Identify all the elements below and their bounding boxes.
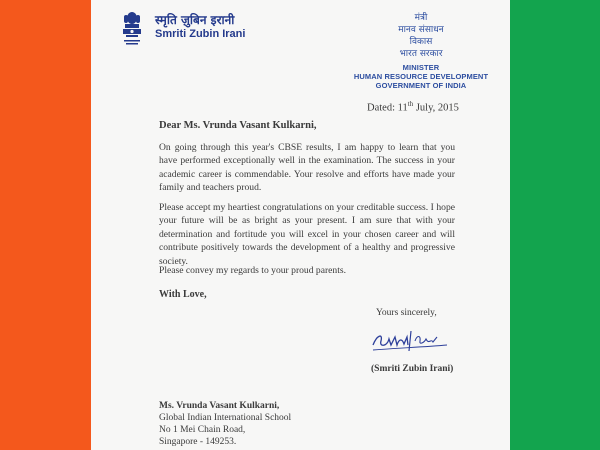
- yours-sincerely: Yours sincerely,: [376, 308, 437, 318]
- signatory-name: (Smriti Zubin Irani): [371, 364, 454, 374]
- handwritten-signature: [369, 325, 457, 355]
- letterhead-name-english: Smriti Zubin Irani: [155, 28, 246, 40]
- letter-page: [91, 0, 510, 450]
- salutation: Dear Ms. Vrunda Vasant Kulkarni,: [159, 120, 317, 131]
- letter-paragraph: Please accept my heartiest congratulations on your creditable success. I hope your future will be as bright as your present. I am sure that with your determination and fortitude you will excel in your chosen career and will contribute positively towards the development of a healthy and progressive society.: [159, 202, 455, 267]
- title-english-line: HUMAN RESOURCE DEVELOPMENT: [353, 72, 489, 81]
- recipient-name: Ms. Vrunda Vasant Kulkarni,: [159, 401, 280, 411]
- title-hindi-line: मंत्री: [414, 13, 428, 23]
- letter-date: Dated: 11th July, 2015: [367, 100, 459, 114]
- address-line: Singapore - 149253.: [159, 437, 237, 447]
- saffron-band: [0, 0, 91, 450]
- title-hindi-line: विकास: [409, 37, 433, 47]
- green-band: [510, 0, 600, 450]
- title-english-line: MINISTER: [402, 63, 440, 72]
- title-english-line: GOVERNMENT OF INDIA: [375, 81, 467, 90]
- closing-line: With Love,: [159, 289, 207, 300]
- letterhead-name-hindi: स्मृति ज़ुबिन इरानी: [155, 13, 235, 27]
- letter-paragraph: Please convey my regards to your proud parents.: [159, 265, 347, 276]
- address-line: Global Indian International School: [159, 413, 292, 423]
- address-line: No 1 Mei Chain Road,: [159, 425, 246, 435]
- recipient-address: [159, 400, 291, 448]
- title-hindi-line: भारत सरकार: [399, 49, 443, 59]
- state-emblem-icon: [121, 9, 143, 49]
- title-hindi-line: मानव संसाधन: [398, 25, 444, 35]
- letter-paragraph: On going through this year's CBSE results, I am happy to learn that you have performed exceptionally well in the examination. The success in your academic career is commendable. Your resolve and efforts have made your family and teachers proud.: [159, 142, 455, 194]
- minister-title-block: [346, 12, 496, 90]
